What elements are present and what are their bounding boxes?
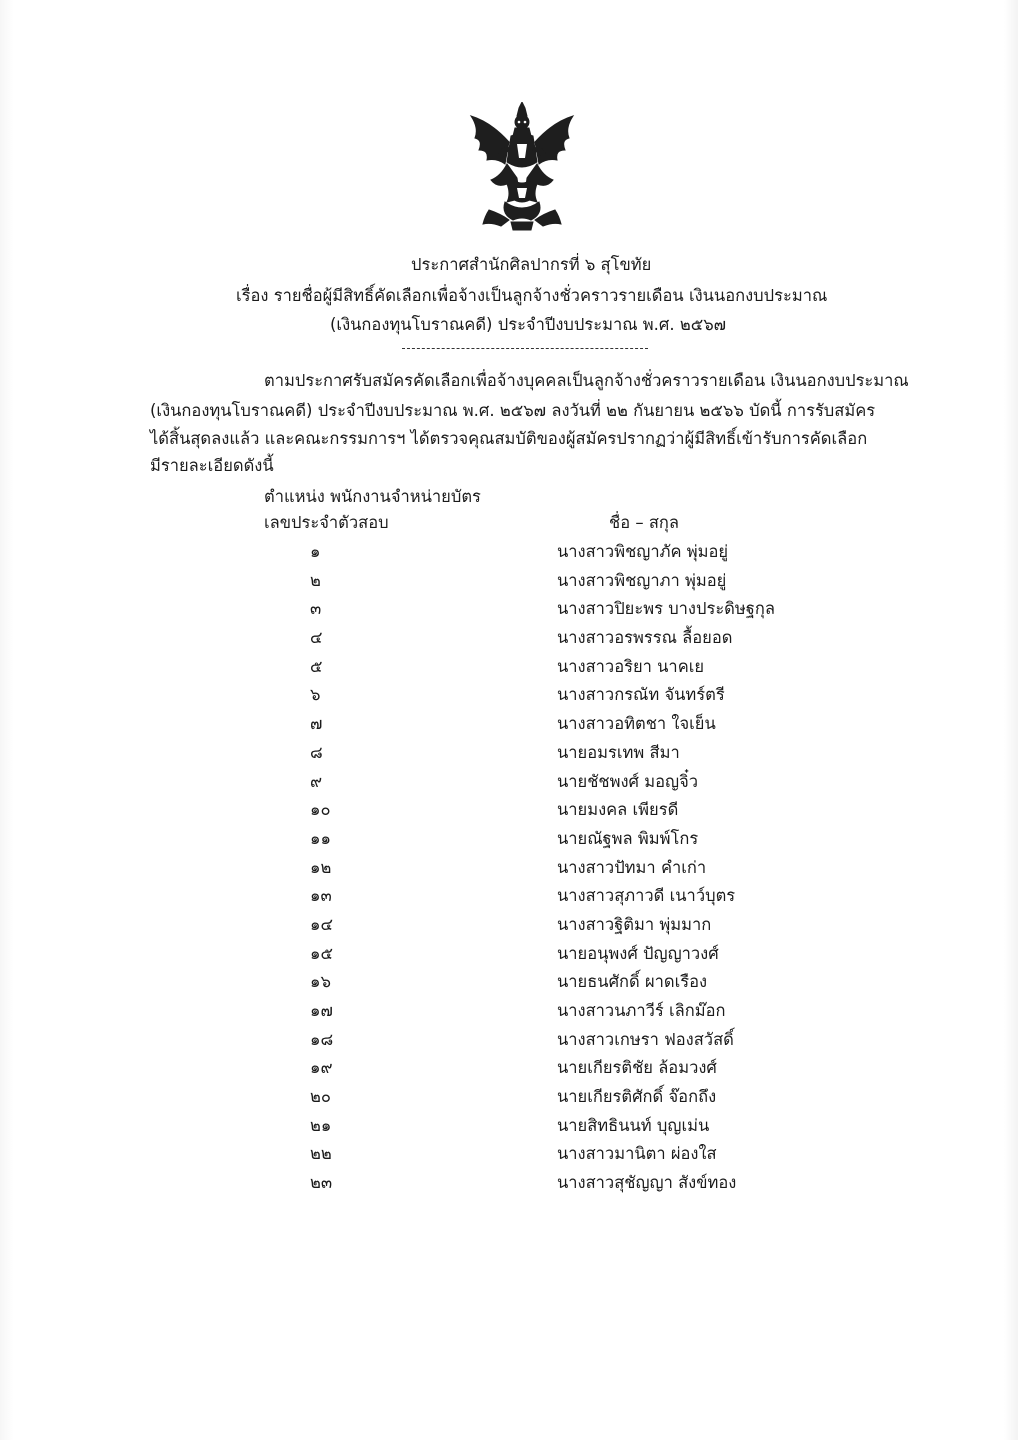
candidate-name: นางสาวเกษรา ฟองสวัสดิ์ (557, 1029, 734, 1049)
exam-id: ๑ (310, 542, 321, 561)
exam-id: ๒๐ (310, 1087, 331, 1107)
candidate-name: นายเกียรติชัย ล้อมวงศ์ (557, 1058, 717, 1078)
table-row (0, 1086, 1018, 1115)
exam-id: ๒๑ (310, 1115, 332, 1135)
table-row (0, 857, 1018, 886)
candidate-name: นางสาวฐิติมา พุ่มมาก (557, 914, 712, 934)
announcement-subject: เรื่อง รายชื่อผู้มีสิทธิ์คัดเลือกเพื่อจ้างเป็นลูกจ้างชั่วคราวรายเดือน เงินนอกงบประมาณ (236, 286, 828, 305)
candidate-name: นางสาวพิชญาภา พุ่มอยู่ (557, 570, 727, 590)
exam-id: ๑๗ (310, 1001, 333, 1020)
body-paragraph-line-4: มีรายละเอียดดังนี้ (150, 456, 274, 475)
candidate-name: นางสาวปิยะพร บางประดิษฐกุล (557, 599, 775, 619)
table-row (0, 1115, 1018, 1144)
candidate-name: นางสาวกรณัท จันทร์ตรี (557, 685, 725, 705)
dashed-divider (402, 348, 648, 349)
exam-id: ๑๑ (310, 828, 331, 848)
exam-id: ๑๒ (310, 857, 332, 877)
candidate-name: นายอมรเทพ สีมา (557, 742, 680, 762)
candidate-name: นางสาวสุชัญญา สังข์ทอง (557, 1173, 737, 1193)
candidate-list (0, 541, 1018, 1201)
announcement-title: ประกาศสำนักศิลปากรที่ ๖ สุโขทัย (411, 255, 652, 274)
table-row (0, 656, 1018, 685)
candidate-name: นางสาวพิชญาภัค พุ่มอยู่ (557, 542, 729, 561)
body-paragraph-line-2: (เงินกองทุนโบราณคดี) ประจำปีงบประมาณ พ.ศ. ๒๕๖๗ ลงวันที่ ๒๒ กันยายน ๒๕๖๖ บัดนี้ การรับสมัคร (150, 401, 876, 420)
exam-id: ๒๒ (310, 1144, 332, 1164)
table-row (0, 971, 1018, 1000)
table-row (0, 1143, 1018, 1172)
candidate-name: นางสาวสุภาวดี เนาว์บุตร (557, 886, 736, 906)
table-row (0, 828, 1018, 857)
exam-id: ๔ (310, 628, 323, 648)
candidate-name: นางสาวปัทมา คำเก่า (557, 857, 707, 877)
announcement-subject-cont: (เงินกองทุนโบราณคดี) ประจำปีงบประมาณ พ.ศ. ๒๕๖๗ (330, 315, 727, 334)
exam-id: ๑๖ (310, 972, 331, 992)
body-paragraph-line-1: ตามประกาศรับสมัครคัดเลือกเพื่อจ้างบุคคลเป็นลูกจ้างชั่วคราวรายเดือน เงินนอกงบประมาณ (264, 371, 909, 390)
table-row (0, 943, 1018, 972)
table-row (0, 799, 1018, 828)
exam-id: ๑๘ (310, 1029, 334, 1049)
table-row (0, 598, 1018, 627)
candidate-name: นางสาวอรพรรณ ลื้อยอด (557, 628, 733, 648)
exam-id: ๓ (310, 599, 322, 619)
candidate-name: นายสิทธินนท์ บุญเม่น (557, 1115, 710, 1135)
table-row (0, 684, 1018, 713)
candidate-name: นายชัชพงศ์ มอญจิ๋ว (557, 771, 699, 791)
exam-id: ๒ (310, 570, 321, 590)
table-row (0, 885, 1018, 914)
candidate-name: นายมงคล เพียรดี (557, 800, 679, 820)
exam-id: ๗ (310, 714, 323, 734)
body-paragraph-line-3: ได้สิ้นสุดลงแล้ว และคณะกรรมการฯ ได้ตรวจคุณสมบัติของผู้สมัครปรากฏว่าผู้มีสิทธิ์เข้ารับการคัดเลือก (150, 429, 868, 448)
table-row (0, 1000, 1018, 1029)
exam-id: ๑๕ (310, 943, 333, 963)
table-row (0, 1029, 1018, 1058)
candidate-name: นางสาวนภาวีร์ เลิกม๊อก (557, 1001, 726, 1020)
table-row (0, 541, 1018, 570)
candidate-name: นางสาวอทิตชา ใจเย็น (557, 714, 716, 734)
table-row (0, 771, 1018, 800)
table-row (0, 627, 1018, 656)
exam-id: ๑๓ (310, 886, 332, 906)
exam-id: ๒๓ (310, 1173, 333, 1193)
exam-id: ๕ (310, 656, 323, 676)
table-row (0, 570, 1018, 599)
position-title: ตำแหน่ง พนักงานจำหน่ายบัตร (264, 487, 481, 506)
table-row (0, 742, 1018, 771)
table-row (0, 1057, 1018, 1086)
exam-id: ๘ (310, 742, 323, 762)
candidate-name: นายธนศักดิ์ ผาดเรือง (557, 972, 708, 992)
column-header-exam-id: เลขประจำตัวสอบ (264, 513, 389, 532)
candidate-name: นายณัฐพล พิมพ์โกร (557, 828, 699, 848)
column-header-full-name: ชื่อ – สกุล (609, 513, 680, 532)
candidate-name: นางสาวมานิตา ผ่องใส (557, 1144, 717, 1164)
exam-id: ๙ (310, 771, 323, 791)
candidate-name: นางสาวอริยา นาคเย (557, 656, 705, 676)
candidate-name: นายเกียรติศักดิ์ จ๊อกถึง (557, 1087, 717, 1107)
exam-id: ๑๐ (310, 800, 331, 820)
table-row (0, 914, 1018, 943)
exam-id: ๖ (310, 685, 321, 705)
table-row (0, 1172, 1018, 1201)
exam-id: ๑๙ (310, 1058, 333, 1078)
candidate-name: นายอนุพงศ์ ปัญญาวงศ์ (557, 943, 719, 963)
table-row (0, 713, 1018, 742)
exam-id: ๑๔ (310, 914, 333, 934)
garuda-emblem-icon (461, 102, 583, 232)
